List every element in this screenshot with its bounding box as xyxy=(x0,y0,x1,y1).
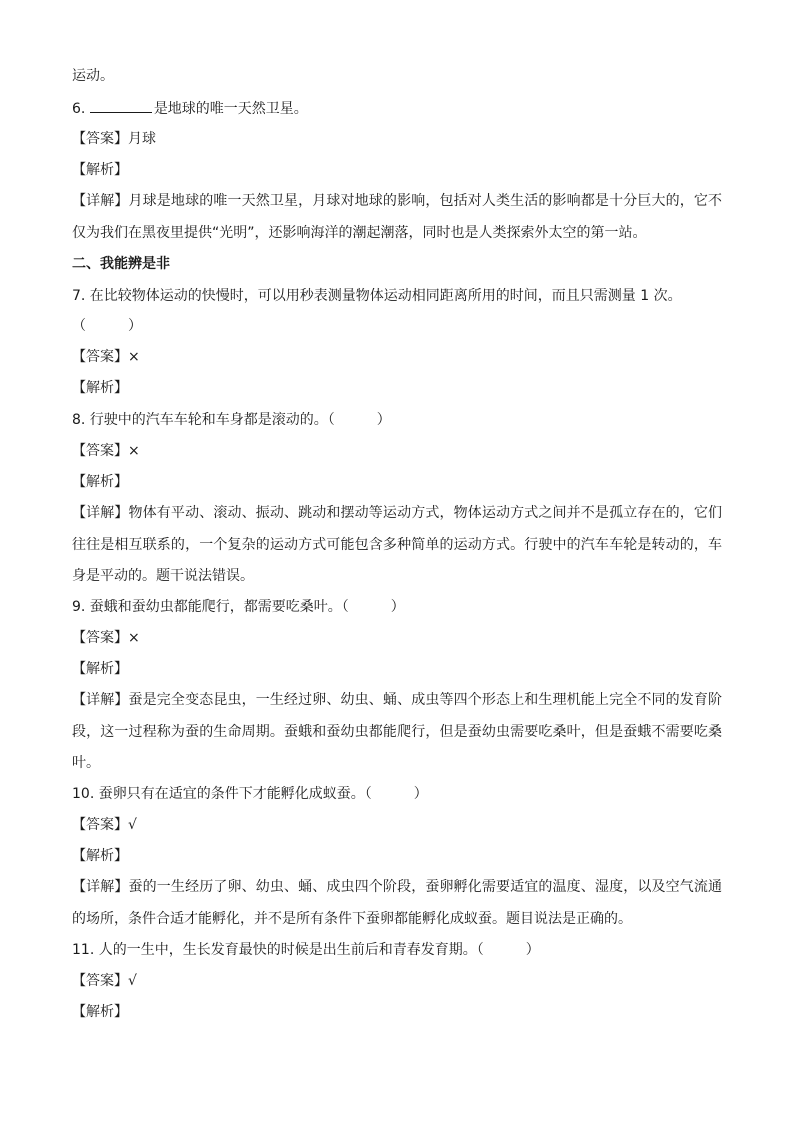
question-10-answer: 【答案】√ xyxy=(72,817,137,833)
question-9: 9. 蚕蛾和蚕幼虫都能爬行，都需要吃桑叶。（ ） xyxy=(72,599,405,615)
question-6-number: 6. xyxy=(72,101,90,117)
question-9-analysis: 【解析】 xyxy=(72,661,128,677)
question-7-analysis: 【解析】 xyxy=(72,380,128,396)
question-7-bracket: （ ） xyxy=(72,318,142,334)
question-11-analysis: 【解析】 xyxy=(72,1004,128,1020)
question-9-answer: 【答案】× xyxy=(72,630,140,646)
question-6 xyxy=(72,98,308,119)
answer-blank xyxy=(90,98,152,113)
question-10-detail: 【详解】蚕的一生经历了卵、幼虫、蛹、成虫四个阶段，蚕卵孵化需要适宜的温度、湿度，以及空气流通的场所，条件合适才能孵化，并不是所有条件下蚕卵都能孵化成蚁蚕。题目说法是正确的。 xyxy=(72,879,722,927)
continued-text: 运动。 xyxy=(72,68,114,84)
question-11: 11. 人的一生中，生长发育最快的时候是出生前后和青春发育期。（ ） xyxy=(72,942,540,958)
question-8-answer: 【答案】× xyxy=(72,443,140,459)
question-8-analysis: 【解析】 xyxy=(72,474,128,490)
question-9-detail: 【详解】蚕是完全变态昆虫，一生经过卵、幼虫、蛹、成虫等四个形态上和生理机能上完全不同的发育阶段，这一过程称为蚕的生命周期。蚕蛾和蚕幼虫都能爬行，但是蚕幼虫需要吃桑叶，但是蚕蛾不需要吃桑叶。 xyxy=(72,692,722,771)
question-8: 8. 行驶中的汽车车轮和车身都是滚动的。（ ） xyxy=(72,412,391,428)
question-7: 7. 在比较物体运动的快慢时，可以用秒表测量物体运动相同距离所用的时间，而且只需测量 1 次。 xyxy=(72,288,682,304)
question-10: 10. 蚕卵只有在适宜的条件下才能孵化成蚁蚕。（ ） xyxy=(72,786,428,802)
question-6-answer: 【答案】月球 xyxy=(72,131,156,147)
question-7-answer: 【答案】× xyxy=(72,349,140,365)
question-10-analysis: 【解析】 xyxy=(72,848,128,864)
section-heading: 二、我能辨是非 xyxy=(72,256,170,272)
question-11-answer: 【答案】√ xyxy=(72,973,137,989)
question-6-analysis: 【解析】 xyxy=(72,162,128,178)
question-8-detail: 【详解】物体有平动、滚动、振动、跳动和摆动等运动方式，物体运动方式之间并不是孤立存在的，它们往往是相互联系的，一个复杂的运动方式可能包含多种简单的运动方式。行驶中的汽车车轮是转动的，车身是平动的。题干说法错误。 xyxy=(72,505,722,584)
question-6-text: 是地球的唯一天然卫星。 xyxy=(153,101,308,117)
question-6-detail: 【详解】月球是地球的唯一天然卫星，月球对地球的影响，包括对人类生活的影响都是十分巨大的，它不仅为我们在黑夜里提供“光明”，还影响海洋的潮起潮落，同时也是人类探索外太空的第一站。 xyxy=(72,193,722,241)
